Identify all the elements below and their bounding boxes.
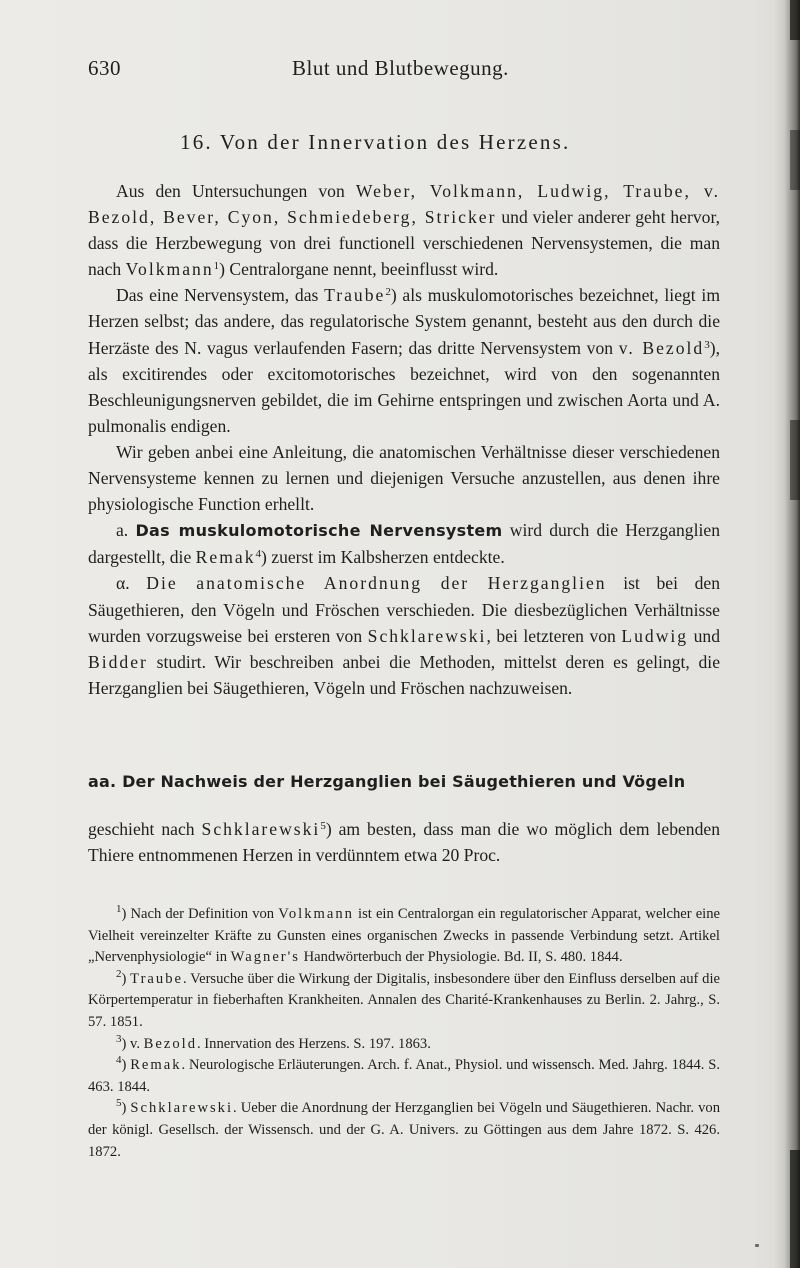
text-run: . Ueber die Anordnung der Herzganglien bei Vögeln und Säugethieren. Nachr. von der königl. Gesellsch. der Wissensch. und der G. A. Univers. zu Göttingen aus dem Jahre 1872. S. 426. 1872. — [88, 1100, 720, 1160]
text-run: ) — [121, 1100, 131, 1117]
text-run: ) Nach der Definition von — [121, 906, 279, 922]
running-title: Blut und Blutbewegung. — [292, 56, 509, 80]
text-run: ), als excitirendes oder excitomotorisches bezeichnet, wird von den sogenannten Beschleunigungsnerven gebildet, die im Gehirne entspringen und zwischen Aorta und A. pulmonalis endigen. — [88, 337, 720, 436]
text-run: ) am besten, dass man die wo möglich dem lebenden Thiere entnommenen Herzen in verdünntem etwa 20 Proc. — [88, 819, 720, 866]
text-run: a. — [116, 520, 136, 541]
edge-shadow — [790, 130, 800, 190]
text-run: ist ein Centralorgan ein regulatorischer Apparat, welcher eine Vielheit vereinzelter Kräfte zu Gunsten eines organischen Zwecks in passende Verbindung setzt. Artikel „Nervenphysiologie“ in — [88, 906, 721, 966]
text-run: Das eine Nervensystem, das — [116, 285, 325, 306]
author-name: Bidder — [88, 651, 148, 672]
footnote-ref: 3 — [704, 338, 710, 351]
author-name: v. Bezold — [618, 337, 705, 358]
section-title: 16. Von der Innervation des Herzens. — [180, 130, 571, 154]
text-run: ) zuerst im Kalbsherzen entdeckte. — [261, 547, 505, 568]
footnote-number: 1 — [116, 903, 122, 915]
text-run: ) als muskulomotorisches bezeichnet, liegt im Herzen selbst; das andere, das regulatorische System genannt, besteht aus den durch die Herzäste des N. vagus verlaufenden Fasern; das dritte Nervensystem von — [88, 285, 720, 358]
author-name: Remak — [195, 547, 256, 568]
author-name: Traube — [324, 285, 386, 306]
footnote — [88, 904, 720, 969]
text-run: ) Centralorgane nennt, beeinflusst wird. — [219, 259, 499, 280]
paragraph: Wir geben anbei eine Anleitung, die anatomischen Verhältnisse dieser verschiedenen Nervensysteme kennen zu lernen und diejenigen Versuche anzustellen, aus denen ihre physiologische Function erhellt. — [88, 441, 720, 515]
sub-heading-prefix: aa. — [88, 772, 117, 791]
text-run: ist bei den Säugethieren, den Vögeln und Fröschen verschieden. Die diesbezüglichen Verhältnisse wurden vorzugsweise bei ersteren von — [88, 573, 720, 646]
footnote-ref: 1 — [213, 260, 220, 273]
author-name: Wagner's — [230, 949, 300, 966]
author-name: Ludwig — [621, 625, 689, 646]
text-run: . Versuche über die Wirkung der Digitalis, insbesondere über den Einfluss derselben auf die Körpertemperatur in fieberhaften Krankheiten. Annalen des Charité-Krankenhauses zu Berlin. 2. Jahrg., S. 57. 1851. — [88, 970, 721, 1030]
text-run: ) v. — [121, 1035, 144, 1052]
author-name: Volkmann — [125, 259, 214, 280]
author-name: Traube — [130, 970, 183, 987]
paragraph — [88, 282, 720, 439]
main-text — [88, 178, 720, 701]
edge-shadow — [790, 0, 800, 40]
edge-shadow — [790, 1150, 800, 1268]
footnote-ref: 5 — [320, 820, 326, 832]
page-number: 630 — [88, 56, 121, 80]
text-run: ) — [121, 970, 131, 987]
author-name: Schklarewski — [367, 625, 487, 646]
paragraph — [88, 816, 720, 868]
text-run: geschieht nach — [88, 819, 202, 839]
text-run: Aus den Untersuchungen von — [116, 181, 356, 201]
text-run: . Neurologische Erläuterungen. Arch. f. Anat., Physiol. und wissensch. Med. Jahrg. 1844. S. 463. 1844. — [88, 1057, 720, 1095]
text-run: α. — [116, 573, 147, 594]
continuation-text — [88, 816, 720, 868]
footnote — [88, 1034, 720, 1056]
paragraph — [88, 178, 720, 282]
page-header — [88, 56, 708, 86]
paragraph — [88, 517, 720, 570]
text-run: . Innervation des Herzens. S. 197. 1863. — [197, 1035, 431, 1052]
text-run: , bei letzteren von — [486, 625, 622, 646]
footnote-number: 2 — [116, 967, 122, 980]
text-run: Handwörterbuch der Physiologie. Bd. II, S. 480. 1844. — [299, 949, 623, 966]
ink-speck — [755, 1244, 759, 1247]
author-name: Remak — [130, 1057, 182, 1074]
footnote-number: 5 — [116, 1097, 122, 1110]
footnote — [88, 969, 720, 1034]
page-binding-edge — [774, 0, 800, 1268]
paragraph — [88, 570, 720, 700]
sub-heading-text: Der Nachweis der Herzganglien bei Säugethieren und Vögeln — [122, 772, 686, 791]
sub-heading — [88, 772, 685, 791]
author-name: Schklarewski — [201, 819, 321, 839]
text-run: studirt. Wir beschreiben anbei die Methoden, mittelst deren es gelingt, die Herzganglien bei Säugethieren, Vögeln und Fröschen nachzuweisen. — [88, 651, 720, 698]
footnote-ref: 4 — [255, 548, 261, 561]
edge-shadow — [790, 420, 800, 500]
footnote — [88, 1055, 720, 1098]
text-run: und vieler anderer geht hervor, dass die Herzbewegung von drei functionell verschiedenen Nervensystemen, die man nach — [88, 207, 720, 280]
author-name: Volkmann — [278, 906, 354, 922]
author-name: Schklarewski — [130, 1100, 234, 1117]
footnotes — [88, 904, 720, 1163]
bold-term: Das muskulomotorische Nervensystem — [135, 521, 503, 541]
author-name: Bezold — [143, 1035, 197, 1052]
footnote — [88, 1098, 720, 1163]
text-run: ) — [121, 1057, 131, 1074]
author-names: Weber, Volkmann, Ludwig, Traube, v. Bezold, Bever, Cyon, Schmiedeberg, Stricker — [88, 181, 721, 228]
footnote-ref: 2 — [385, 286, 391, 299]
footnote-number: 3 — [116, 1032, 122, 1045]
footnote-number: 4 — [116, 1054, 122, 1067]
spaced-term: Die anatomische Anordnung der Herzganglien — [146, 573, 607, 594]
text-run: wird durch die Herzganglien dargestellt, die — [88, 520, 720, 568]
text-run: und — [688, 625, 720, 646]
